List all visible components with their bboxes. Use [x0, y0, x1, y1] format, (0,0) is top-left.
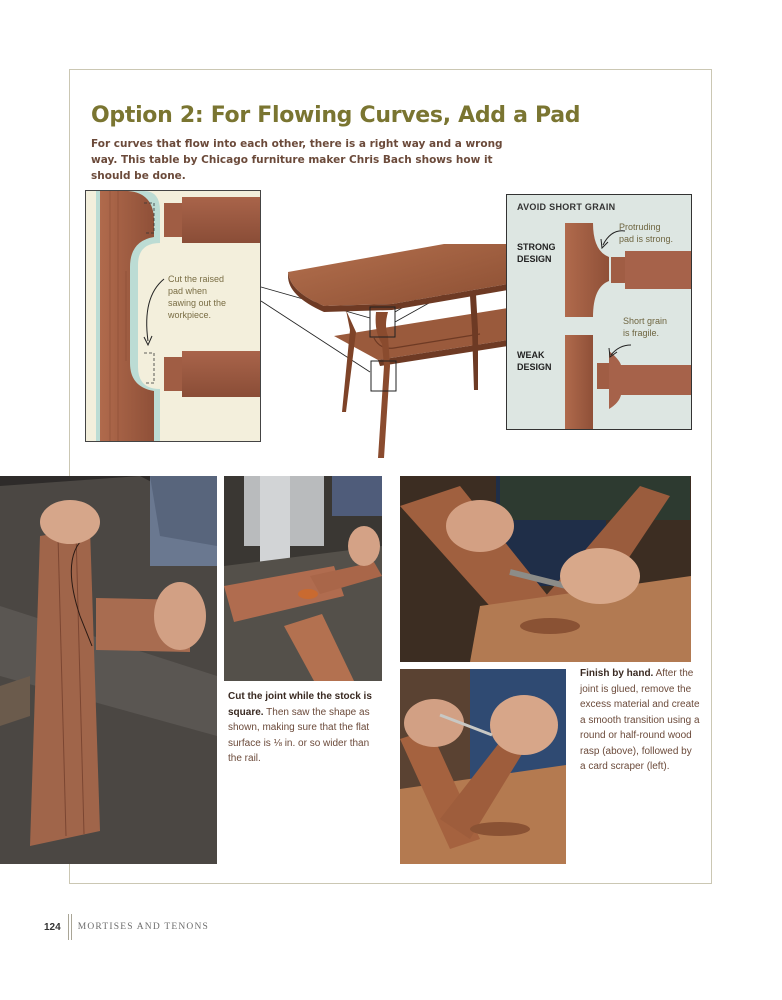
weak-design-label [517, 349, 552, 373]
callout-line: is fragile. [623, 328, 660, 338]
caption-finish-by-hand [580, 666, 700, 775]
caption-lead: Cut the joint while the stock is square. [228, 691, 372, 718]
caption-lead: Finish by hand. [580, 668, 654, 679]
callout-line: workpiece. [168, 310, 212, 320]
strong-design-label [517, 241, 556, 265]
rasp-photo [400, 476, 691, 662]
caption-body: Then saw the shape as shown, making sure that the flat surface is ⅛ in. or so wider than the rail. [228, 706, 370, 764]
page-number: 124 [44, 921, 61, 933]
label-line: STRONG [517, 242, 556, 252]
caption-cut-joint [228, 689, 378, 767]
card-scraper-photo [400, 669, 566, 864]
weak-callout [623, 315, 691, 339]
coffee-table-photo [284, 240, 508, 462]
callout-line: Protruding [619, 222, 661, 232]
label-line: DESIGN [517, 254, 552, 264]
callout-line: Cut the raised [168, 274, 225, 284]
short-grain-header: AVOID SHORT GRAIN [517, 202, 616, 212]
running-head: MORTISES AND TENONS [77, 922, 210, 932]
label-line: DESIGN [517, 362, 552, 372]
caption-body: After the joint is glued, remove the excess material and create a smooth transition using a round or half-round wood rasp (above), followed by a card scraper (left). [580, 668, 700, 772]
short-grain-diagram [506, 194, 692, 430]
strong-callout [619, 221, 691, 245]
callout-line: pad is strong. [619, 234, 674, 244]
label-line: WEAK [517, 350, 545, 360]
layout-workpiece-photo [0, 476, 217, 864]
bandsaw-photo [224, 476, 382, 681]
page-footer [44, 914, 209, 940]
section-title: Option 2: For Flowing Curves, Add a Pad [91, 103, 581, 128]
callout-line: pad when [168, 286, 208, 296]
callout-line: sawing out the [168, 298, 227, 308]
callout-line: Short grain [623, 316, 668, 326]
intro-paragraph: For curves that flow into each other, there is a right way and a wrong way. This table by Chicago furniture maker Chris Bach shows how it should be done. [91, 138, 503, 182]
footer-divider [68, 914, 72, 940]
